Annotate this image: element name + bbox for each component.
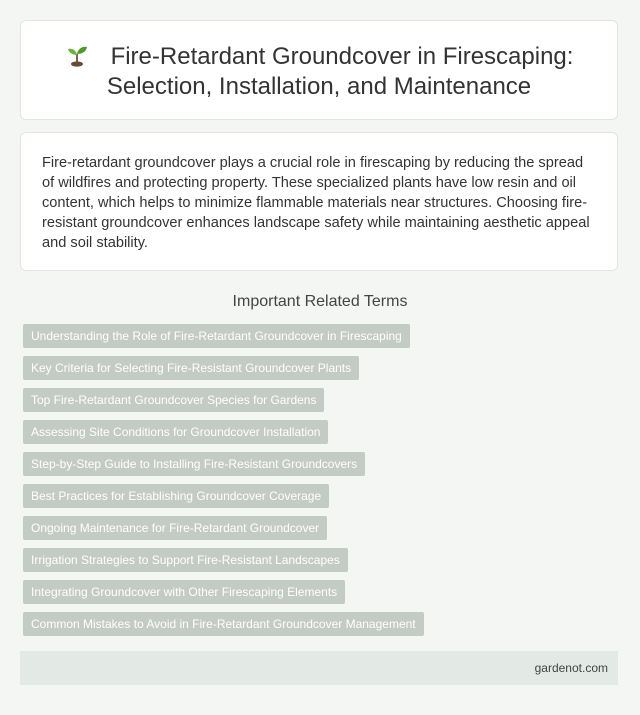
related-term-link[interactable]: Common Mistakes to Avoid in Fire-Retardant Groundcover Management bbox=[23, 612, 424, 636]
related-term-link[interactable]: Best Practices for Establishing Groundcover Coverage bbox=[23, 484, 329, 508]
title-line-1: Fire-Retardant Groundcover in Firescaping: bbox=[110, 43, 574, 70]
related-term-link[interactable]: Integrating Groundcover with Other Firescaping Elements bbox=[23, 580, 345, 604]
related-term-link[interactable]: Key Criteria for Selecting Fire-Resistant Groundcover Plants bbox=[23, 356, 359, 380]
intro-paragraph: Fire-retardant groundcover plays a crucial role in firescaping by reducing the spread of wildfires and protecting property. These specialized plants have low resin and oil content, which helps to minimize flammable materials near structures. Choosing fire-resistant groundcover enhances landscape safety while maintaining aesthetic appeal and soil stability. bbox=[42, 155, 590, 251]
footer-site-name: gardenot.com bbox=[534, 661, 608, 675]
title-line-2: Selection, Installation, and Maintenance bbox=[106, 73, 532, 100]
related-term-link[interactable]: Assessing Site Conditions for Groundcover Installation bbox=[23, 420, 328, 444]
related-term-link[interactable]: Step-by-Step Guide to Installing Fire-Resistant Groundcovers bbox=[23, 452, 365, 476]
footer-bar bbox=[20, 651, 618, 685]
intro-card bbox=[20, 132, 618, 271]
related-term-link[interactable]: Ongoing Maintenance for Fire-Retardant Groundcover bbox=[23, 516, 327, 540]
related-term-link[interactable]: Top Fire-Retardant Groundcover Species for Gardens bbox=[23, 388, 324, 412]
related-term-link[interactable]: Irrigation Strategies to Support Fire-Resistant Landscapes bbox=[23, 548, 348, 572]
related-terms-list bbox=[23, 324, 613, 644]
header-card bbox=[20, 20, 618, 120]
sprout-icon bbox=[65, 43, 89, 67]
page-title bbox=[21, 42, 617, 102]
related-terms-heading: Important Related Terms bbox=[232, 293, 408, 310]
related-term-link[interactable]: Understanding the Role of Fire-Retardant Groundcover in Firescaping bbox=[23, 324, 410, 348]
